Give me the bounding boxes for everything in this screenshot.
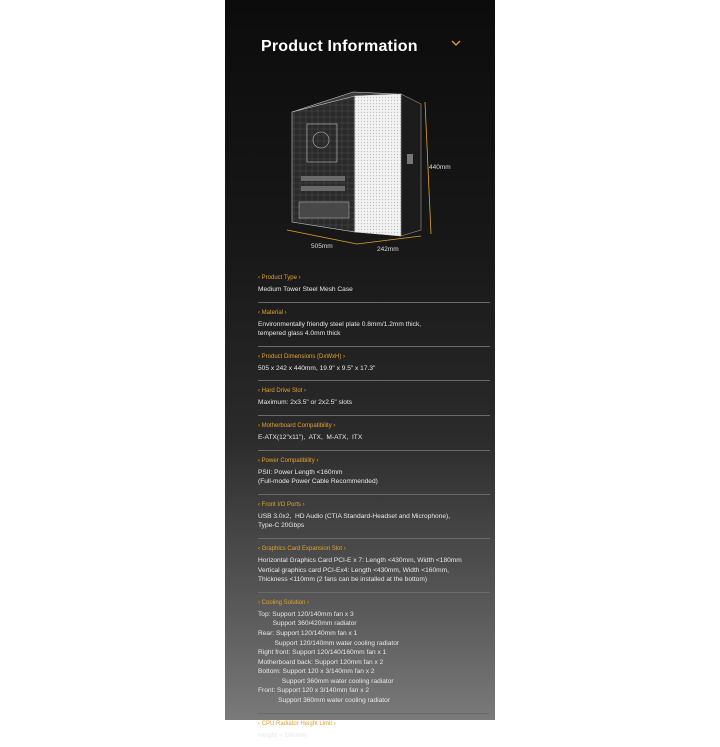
spec-label-text: Motherboard Compatibility — [261, 422, 332, 429]
chevron-right-icon: › — [305, 599, 310, 606]
chevron-left-icon: ‹ — [258, 720, 262, 727]
divider — [258, 713, 490, 714]
spec-value-line: Type-C 20Gbps — [258, 522, 305, 530]
chevron-right-icon: › — [314, 457, 319, 464]
chevron-right-icon: › — [302, 388, 307, 395]
spec-item — [258, 346, 488, 374]
chevron-left-icon: ‹ — [258, 353, 262, 360]
chevron-right-icon: › — [342, 545, 346, 552]
spec-value-line: Bottom: Support 120 x 3/140mm fan x 2 — [258, 668, 375, 676]
spec-label-text: CPU Radiator Height Limit — [261, 720, 333, 727]
spec-label — [258, 274, 488, 283]
spec-label — [258, 387, 488, 396]
spec-item — [258, 415, 488, 443]
divider — [258, 346, 490, 347]
divider — [258, 302, 490, 303]
case-drawing — [225, 84, 495, 254]
chevron-left-icon: ‹ — [258, 599, 262, 606]
spec-label — [258, 599, 488, 608]
spec-label — [258, 309, 488, 318]
spec-value-line: 505 x 242 x 440mm, 19.9" x 9.5" x 17.3" — [258, 364, 376, 372]
chevron-right-icon: › — [331, 422, 336, 429]
spec-label — [258, 501, 488, 510]
height-dimension: 440mm — [429, 164, 451, 171]
chevron-down-icon[interactable] — [449, 38, 463, 48]
spec-label-text: Product Type — [261, 275, 297, 281]
spec-item — [258, 592, 488, 706]
spec-value-line: Height < 180mm — [258, 731, 307, 739]
spec-label — [258, 545, 488, 554]
spec-value-line: (Full-mode Power Cable Recommended) — [258, 478, 378, 486]
chevron-left-icon: ‹ — [258, 388, 262, 395]
divider — [258, 380, 490, 381]
spec-value-line: Motherboard back: Support 120mm fan x 2 — [258, 658, 384, 666]
spec-label — [258, 353, 488, 362]
spec-value-line: Thickness <110mm (2 fans can be installed at the bottom) — [258, 576, 428, 584]
spec-item — [258, 538, 488, 585]
spec-list — [258, 274, 488, 747]
chevron-right-icon: › — [301, 501, 305, 508]
chevron-left-icon: ‹ — [258, 457, 262, 464]
spec-value-line: Rear: Support 120/140mm fan x 1 — [258, 629, 358, 637]
divider — [258, 592, 490, 593]
case-illustration — [225, 84, 495, 254]
spec-value-line: Front: Support 120 x 3/140mm fan x 2 — [258, 687, 370, 695]
spec-value-line: Maximum: 2x3.5" or 2x2.5" slots — [258, 399, 353, 407]
spec-value-line: Horizontal Graphics Card PCI-E x 7: Length <430mm, Width <180mm — [258, 556, 462, 564]
spec-label-text: Front I/O Ports — [261, 501, 302, 508]
chevron-left-icon: ‹ — [258, 501, 262, 508]
chevron-right-icon: › — [341, 353, 346, 360]
spec-label-text: Product Dimensions (DxWxH) — [261, 353, 342, 360]
spec-item — [258, 380, 488, 408]
product-info-panel — [225, 0, 495, 739]
page-title: Product Information — [261, 38, 418, 55]
spec-label — [258, 457, 488, 466]
depth-dimension: 505mm — [311, 243, 333, 250]
spec-label-text: Hard Drive Slot — [261, 388, 303, 395]
divider — [258, 450, 490, 451]
spec-value-line: Support 360/420mm radiator — [258, 620, 357, 628]
spec-value-line: Support 360mm water cooling radiator — [258, 677, 394, 685]
chevron-right-icon: › — [332, 720, 336, 727]
spec-item — [258, 302, 488, 339]
spec-label-text: Power Compatibility — [261, 457, 315, 464]
spec-label-text: Cooling Solution — [261, 599, 306, 606]
spec-label-text: Material — [261, 309, 284, 316]
divider — [258, 538, 490, 539]
spec-item — [258, 494, 488, 531]
width-dimension: 242mm — [377, 246, 399, 253]
chevron-left-icon: ‹ — [258, 309, 262, 316]
chevron-left-icon: ‹ — [258, 422, 262, 429]
spec-label — [258, 720, 488, 729]
divider — [258, 415, 490, 416]
spec-label — [258, 422, 488, 431]
chevron-right-icon: › — [296, 275, 301, 281]
spec-value-line: Support 120/140mm water cooling radiator — [258, 639, 400, 647]
spec-item — [258, 274, 488, 295]
divider — [258, 494, 490, 495]
spec-value-line: Vertical graphics card PCI-Ex4: Length <430mm, Width <160mm, — [258, 566, 449, 574]
chevron-left-icon: ‹ — [258, 545, 262, 552]
spec-value-line: PSII: Power Length <160mm — [258, 468, 343, 476]
spec-value-line: Top: Support 120/140mm fan x 3 — [258, 610, 354, 618]
spec-item — [258, 713, 488, 741]
chevron-left-icon: ‹ — [258, 275, 262, 281]
spec-value-line: Medium Tower Steel Mesh Case — [258, 286, 353, 293]
spec-value-line: Environmentally friendly steel plate 0.8mm/1.2mm thick, — [258, 320, 422, 328]
chevron-right-icon: › — [283, 309, 287, 316]
spec-value-line: Support 360mm water cooling radiator — [258, 697, 390, 705]
spec-value-line: E-ATX(12"x11"), ATX, M-ATX, ITX — [258, 433, 363, 441]
spec-value-line: Right front: Support 120/140/160mm fan x 1 — [258, 649, 387, 657]
spec-item — [258, 450, 488, 487]
spec-label-text: Graphics Card Expansion Slot — [261, 545, 343, 552]
spec-value-line: USB 3.0x2, HD Audio (CTIA Standard-Headset and Microphone), — [258, 512, 451, 520]
spec-value-line: tempered glass 4.0mm thick — [258, 330, 341, 338]
